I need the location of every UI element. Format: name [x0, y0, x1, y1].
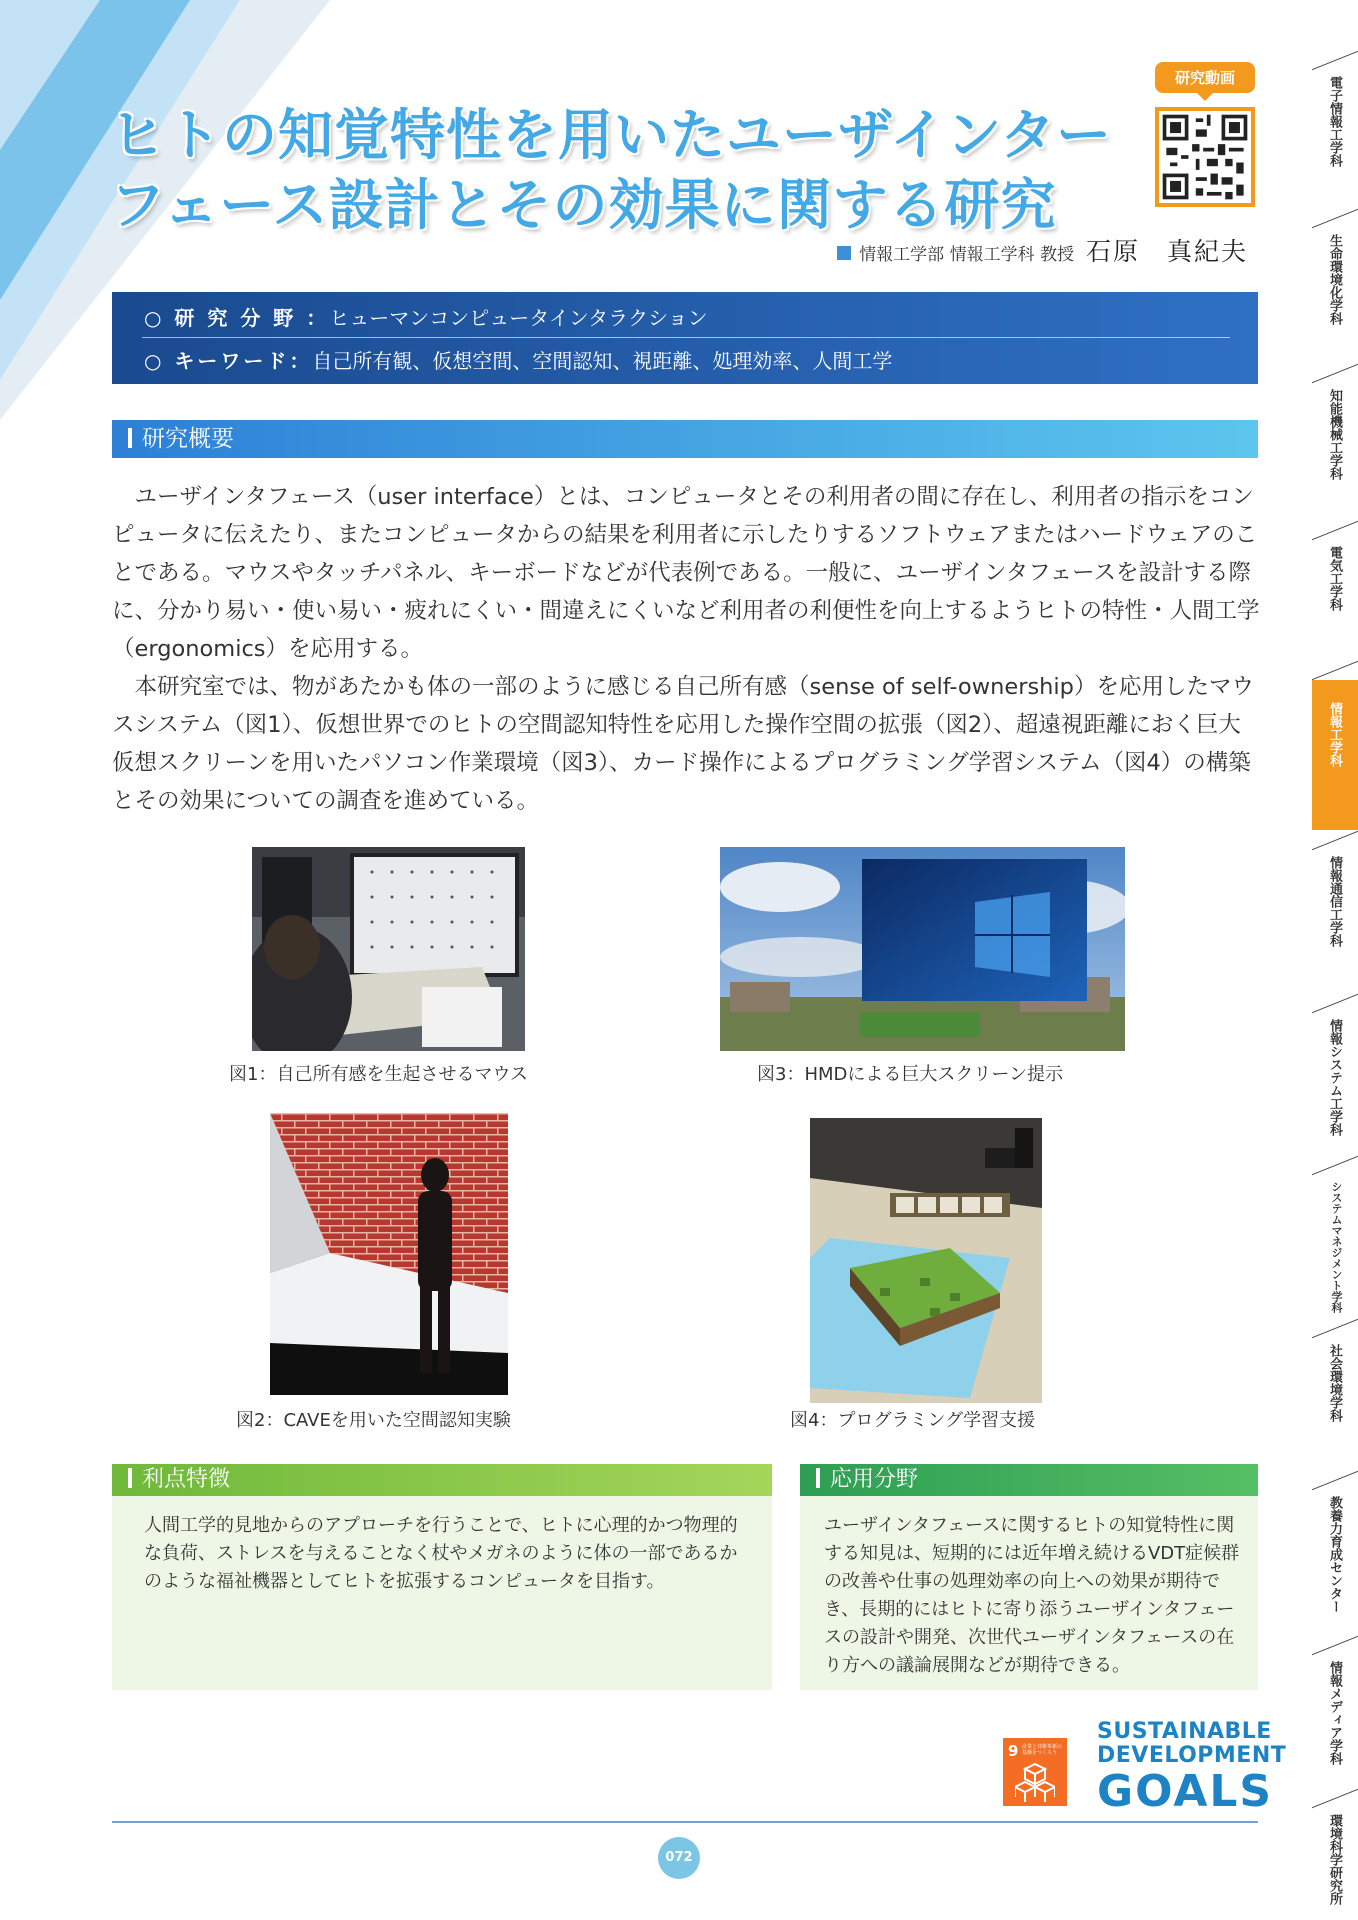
sdg-logo [1097, 1719, 1287, 1817]
sdg-logo-line-3: GOALS [1097, 1766, 1274, 1817]
qr-label: 研究動画 [1155, 62, 1255, 93]
author-department: 情報工学部 情報工学科 教授 [859, 245, 1074, 265]
qr-code-icon[interactable] [1155, 107, 1255, 207]
applications-text: ユーザインタフェースに関するヒトの知覚特性に関する知見は、短期的には近年増え続けるVDT症候群の改善や仕事の処理効率の向上への効果が期待でき、長期的にはヒトに寄り添うユーザインタフェースの設計や開発、次世代ユーザインタフェースの在り方への議論展開などが期待できる。 [824, 1515, 1240, 1676]
keyword-box [112, 292, 1258, 384]
overview-body [112, 478, 1262, 820]
department-side-tabs [1312, 40, 1358, 1920]
tab-divider [1312, 1156, 1358, 1176]
tab-divider [1312, 994, 1358, 1014]
side-tab-label: システムマネジメント学科 [1330, 1181, 1343, 1313]
side-tab-2[interactable] [1312, 383, 1358, 513]
side-tab-1[interactable] [1312, 228, 1358, 358]
figure-1-image [252, 847, 525, 1051]
heading-bar-icon [128, 428, 132, 448]
side-tab-11[interactable] [1312, 1808, 1358, 1918]
title-line-1: ヒトの知覚特性を用いたユーザインター [110, 103, 1112, 167]
research-field-row [144, 302, 708, 331]
side-tab-label: 教養力育成センター [1327, 1496, 1342, 1613]
sdg-goal-9-icon [1003, 1738, 1067, 1806]
side-tab-label: 生命環境化学科 [1327, 234, 1342, 325]
figure-3-image [720, 847, 1125, 1051]
side-tab-label: 知能機械工学科 [1327, 389, 1342, 480]
page-title [110, 100, 1110, 240]
tab-divider [1312, 364, 1358, 384]
applications-panel [800, 1464, 1258, 1690]
research-field-value: ヒューマンコンピュータインタラクション [329, 306, 708, 330]
overview-heading-bar [112, 420, 1258, 458]
author-square-icon [837, 246, 851, 260]
sdg-logo-line-2: DEVELOPMENT [1097, 1743, 1287, 1768]
tab-divider [1312, 51, 1358, 71]
author-line [837, 232, 1248, 268]
side-tab-0[interactable] [1312, 70, 1358, 205]
applications-heading: 応用分野 [830, 1467, 919, 1492]
overview-heading: 研究概要 [142, 426, 234, 452]
tab-divider [1312, 831, 1358, 851]
advantages-text: 人間工学的見地からのアプローチを行うことで、ヒトに心理的かつ物理的な負荷、ストレスを与えることなく杖やメガネのように体の一部であるかのような福祉機器としてヒトを拡張するコンピュータを目指す。 [144, 1515, 738, 1592]
advantages-heading-bar [112, 1464, 772, 1496]
side-tab-10[interactable] [1312, 1655, 1358, 1790]
footer-divider [112, 1821, 1258, 1823]
side-tab-label: 社会環境学科 [1327, 1344, 1342, 1422]
title-line-2: フェース設計とその効果に関する研究 [110, 173, 1057, 237]
side-tab-8[interactable] [1312, 1338, 1358, 1468]
sdg-goal-number: 9 [1008, 1742, 1019, 1760]
side-tab-label: 環境科学研究所 [1327, 1814, 1342, 1905]
tab-divider [1312, 1471, 1358, 1491]
side-tab-7[interactable] [1312, 1175, 1358, 1315]
heading-bar-icon [128, 1468, 132, 1488]
side-tab-4-active[interactable] [1312, 680, 1358, 830]
figure-4-caption: 図4：プログラミング学習支援 [790, 1410, 1036, 1431]
tab-divider [1312, 209, 1358, 229]
figure-1-caption: 図1：自己所有感を生起させるマウス [229, 1064, 528, 1085]
tab-divider [1312, 1319, 1358, 1339]
tab-divider [1312, 1789, 1358, 1809]
side-tab-label: 電子情報工学科 [1327, 76, 1342, 167]
overview-paragraph-1: ユーザインタフェース（user interface）とは、コンピュータとその利用者の間に存在し、利用者の指示をコンピュータに伝えたり、またコンピュータからの結果を利用者に示したりするソフトウェアまたはハードウェアのことである。マウスやタッチパネル、キーボードなどが代表例である。一般に、ユーザインタフェースを設計する際に、分かり易い・使い易い・疲れにくい・間違えにくいなど利用者の利便性を向上するようヒトの特性・人間工学（ergonomics）を応用する。 [112, 484, 1260, 662]
keyword-label: ○ キーワード： [144, 349, 313, 373]
side-tab-5[interactable] [1312, 850, 1358, 995]
side-tab-label: 情報工学科 [1327, 702, 1342, 767]
sdg-logo-line-1: SUSTAINABLE [1097, 1719, 1272, 1744]
keyword-divider [142, 337, 1230, 338]
side-tab-label: 情報メディア学科 [1327, 1661, 1342, 1765]
figure-3-caption: 図3：HMDによる巨大スクリーン提示 [757, 1064, 1064, 1085]
research-field-label: ○ 研 究 分 野 ： [144, 306, 330, 330]
tab-divider [1312, 521, 1358, 541]
figure-4-image [810, 1118, 1042, 1403]
side-tab-label: 情報システム工学科 [1327, 1019, 1342, 1136]
keyword-value: 自己所有観、仮想空間、空間認知、視距離、処理効率、人間工学 [312, 349, 893, 373]
tab-divider [1312, 661, 1358, 681]
page-number: 072 [658, 1837, 700, 1879]
author-name: 石原 真紀夫 [1085, 237, 1248, 266]
keyword-row [144, 345, 892, 374]
sdg-goal-text: 産業と技術革新の基盤をつくろう [1022, 1744, 1063, 1756]
side-tab-label: 情報通信工学科 [1327, 856, 1342, 947]
side-tab-9[interactable] [1312, 1490, 1358, 1640]
figure-2-image [270, 1113, 508, 1395]
overview-paragraph-2: 本研究室では、物があたかも体の一部のように感じる自己所有感（sense of self-ownership）を応用したマウスシステム（図1）、仮想世界でのヒトの空間認知特性を応用した操作空間の拡張（図2）、超遠視距離におく巨大仮想スクリーンを用いたパソコン作業環境（図3）、カード操作によるプログラミング学習システム（図4）の構築とその効果についての調査を進めている。 [112, 674, 1254, 814]
side-tab-3[interactable] [1312, 540, 1358, 660]
side-tab-6[interactable] [1312, 1013, 1358, 1153]
cubes-icon [1015, 1762, 1055, 1802]
applications-heading-bar [800, 1464, 1258, 1496]
video-qr[interactable] [1155, 62, 1255, 211]
advantages-heading: 利点特徴 [142, 1467, 231, 1492]
heading-bar-icon [816, 1468, 820, 1488]
figure-2-caption: 図2：CAVEを用いた空間認知実験 [236, 1410, 511, 1431]
advantages-panel [112, 1464, 772, 1690]
side-tab-label: 電気工学科 [1327, 546, 1342, 611]
